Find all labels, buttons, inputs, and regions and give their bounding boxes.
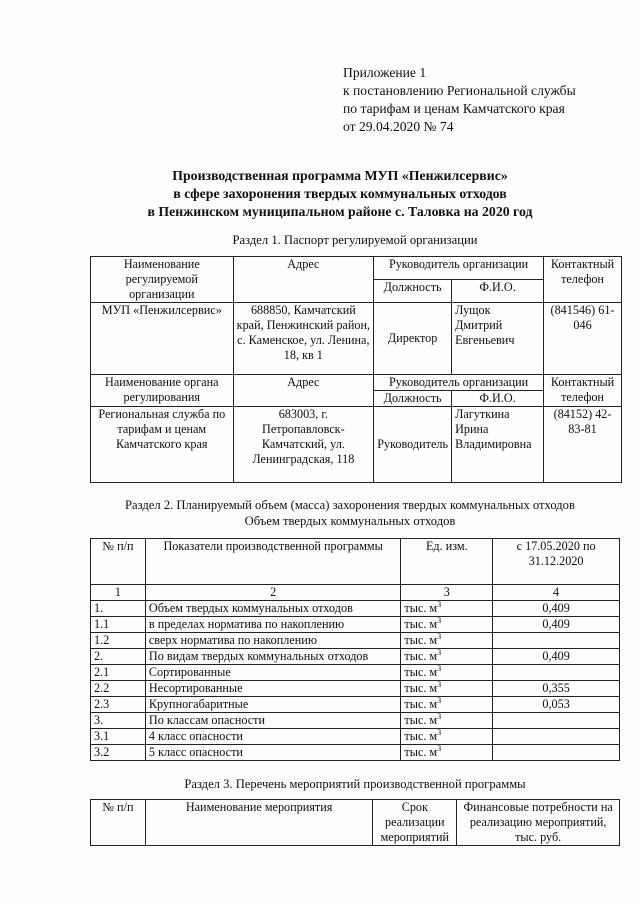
unit-text: тыс. м [404,617,438,631]
row-unit [401,665,493,681]
appendix-line: от 29.04.2020 № 74 [343,119,454,134]
appendix-line: Приложение 1 [343,65,427,80]
section2-caption [70,497,630,529]
title-line: Производственная программа МУП «Пенжилсервис» [172,168,508,183]
section1-caption: Раздел 1. Паспорт регулируемой организации [232,233,478,247]
row-number: 1.2 [91,633,146,649]
appendix-line: к постановлению Региональной службы [343,83,576,98]
section2-caption-line: Объем твердых коммунальных отходов [244,514,456,528]
col-number: 2 [145,585,401,601]
header-fio-2: Ф.И.О. [452,391,544,407]
table-row [91,697,620,713]
regulator-fio: Лагуткина Ирина Владимировна [452,407,544,483]
table-row [91,713,620,729]
header-phone: Контактный телефон [544,257,622,303]
regulator-address: 683003, г. Петропавловск-Камчатский, ул. Ленинградская, 118 [233,407,374,483]
table-row [91,601,620,617]
header-org-name: Наименование регулируемой организации [91,257,234,303]
table-row [91,745,620,761]
row-value: 0,409 [493,601,620,617]
row-value: 0,053 [493,697,620,713]
row-indicator: Сортированные [145,665,401,681]
row-indicator: 5 класс опасности [145,745,401,761]
header-head: Руководитель организации [374,257,544,280]
row-unit [401,729,493,745]
unit-exponent: 3 [437,663,442,673]
row-value [493,633,620,649]
table-row [91,633,620,649]
header-head-2: Руководитель организации [374,375,544,391]
row-unit [401,745,493,761]
header-period: с 17.05.2020 по 31.12.2020 [493,539,620,585]
row-value: 0,355 [493,681,620,697]
row-value [493,745,620,761]
table-row [91,681,620,697]
table-row [91,729,620,745]
volume-table [90,538,620,761]
row-unit [401,681,493,697]
row-value [493,665,620,681]
appendix-block [343,64,633,136]
unit-text: тыс. м [404,729,438,743]
unit-text: тыс. м [404,601,438,615]
header-regulator-name: Наименование органа регулирования [91,375,234,407]
row-indicator: в пределах норматива по накоплению [145,617,401,633]
row-number: 2. [91,649,146,665]
row-unit [401,617,493,633]
unit-exponent: 3 [437,711,442,721]
org-fio: Лущок Дмитрий Евгеньевич [452,303,544,375]
row-indicator: Объем твердых коммунальных отходов [145,601,401,617]
header-measure-num: № п/п [91,800,146,846]
unit-exponent: 3 [437,647,442,657]
title-line: в Пенжинском муниципальном районе с. Таловка на 2020 год [147,204,533,219]
col-number: 3 [401,585,493,601]
row-unit [401,713,493,729]
header-fio: Ф.И.О. [452,280,544,303]
row-value: 0,409 [493,617,620,633]
row-number: 3.2 [91,745,146,761]
header-phone-2: Контактный телефон [544,375,622,407]
row-number: 3.1 [91,729,146,745]
row-value: 0,409 [493,649,620,665]
row-unit [401,697,493,713]
row-indicator: Несортированные [145,681,401,697]
passport-table [90,256,622,483]
unit-text: тыс. м [404,665,438,679]
unit-text: тыс. м [404,713,438,727]
unit-exponent: 3 [437,679,442,689]
unit-text: тыс. м [404,681,438,695]
org-phone: (841546) 61-046 [544,303,622,375]
document-title [60,167,620,221]
row-unit [401,601,493,617]
row-indicator: По классам опасности [145,713,401,729]
col-number: 4 [493,585,620,601]
row-unit [401,633,493,649]
unit-text: тыс. м [404,697,438,711]
row-number: 2.2 [91,681,146,697]
regulator-position: Руководитель [374,407,452,483]
section3-caption: Раздел 3. Перечень мероприятий производственной программы [184,777,526,791]
row-unit [401,649,493,665]
unit-exponent: 3 [437,615,442,625]
unit-text: тыс. м [404,745,438,759]
header-position: Должность [374,280,452,303]
unit-exponent: 3 [437,631,442,641]
row-indicator: 4 класс опасности [145,729,401,745]
table-row [91,617,620,633]
title-line: в сфере захоронения твердых коммунальных отходов [173,186,507,201]
volume-rows [91,601,620,761]
appendix-line: по тарифам и ценам Камчатского края [343,101,565,116]
regulator-phone: (84152) 42-83-81 [544,407,622,483]
row-number: 1.1 [91,617,146,633]
header-measure-name: Наименование мероприятия [145,800,372,846]
table-row [91,665,620,681]
unit-exponent: 3 [437,599,442,609]
col-number: 1 [91,585,146,601]
unit-exponent: 3 [437,727,442,737]
org-position: Директор [374,303,452,375]
row-indicator: По видам твердых коммунальных отходов [145,649,401,665]
row-number: 1. [91,601,146,617]
row-indicator: Крупногабаритные [145,697,401,713]
unit-exponent: 3 [437,743,442,753]
unit-text: тыс. м [404,649,438,663]
header-measure-term: Срок реализации мероприятий [373,800,457,846]
header-address: Адрес [233,257,374,303]
row-number: 3. [91,713,146,729]
unit-text: тыс. м [404,633,438,647]
regulator-name: Региональная служба по тарифам и ценам Камчатского края [91,407,234,483]
section2-caption-line: Раздел 2. Планируемый объем (масса) захоронения твердых коммунальных отходов [125,498,575,512]
unit-exponent: 3 [437,695,442,705]
org-name: МУП «Пенжилсервис» [91,303,234,375]
row-value [493,729,620,745]
measures-table [90,799,620,846]
header-position-2: Должность [374,391,452,407]
row-number: 2.1 [91,665,146,681]
header-indicator: Показатели производственной программы [145,539,401,585]
table-row [91,649,620,665]
org-address: 688850, Камчатский край, Пенжинский район, с. Каменское, ул. Ленина, 18, кв 1 [233,303,374,375]
header-measure-finance: Финансовые потребности на реализацию мероприятий, тыс. руб. [457,800,620,846]
row-value [493,713,620,729]
row-indicator: сверх норматива по накоплению [145,633,401,649]
header-address-2: Адрес [233,375,374,407]
header-unit: Ед. изм. [401,539,493,585]
row-number: 2.3 [91,697,146,713]
header-num: № п/п [91,539,146,585]
